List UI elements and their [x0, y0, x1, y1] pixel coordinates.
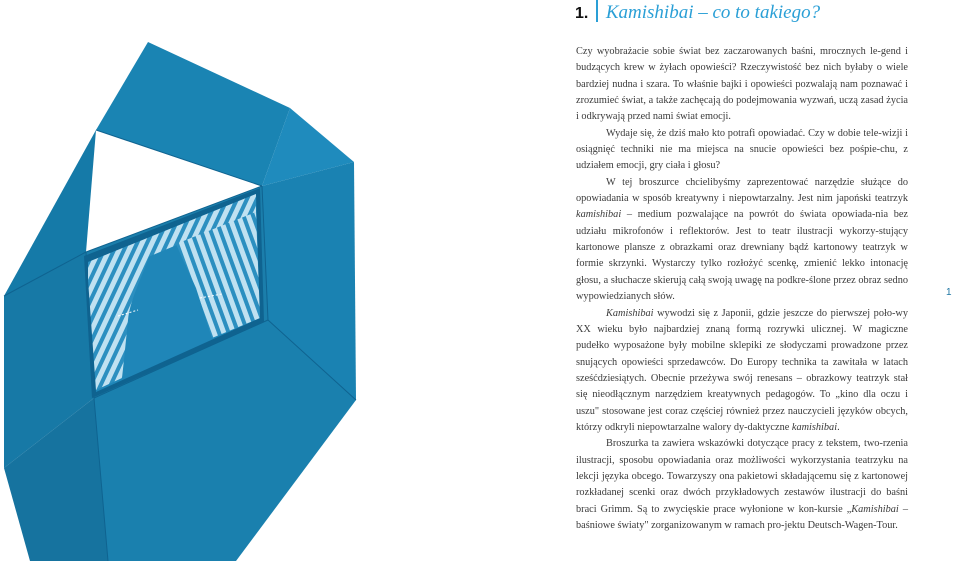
chapter-heading [575, 0, 820, 24]
page-number: 1 [946, 287, 952, 298]
body-text [576, 44, 908, 534]
paragraph: Czy wyobrażacie sobie świat bez zaczarowanych baśni, mrocznych le-gend i budzących krew w żyłach opowieści? Rzeczywistość bez nich byłaby o wiele bardziej nudna i szara. To właśnie bajki i opowieści pozwalają nam poznawać i zrozumieć świat, a także zachęcają do podejmowania wyzwań, uczą zasad życia i odkrywają przed nami świat emocji. [576, 46, 908, 123]
paragraph: Broszurka ta zawiera wskazówki dotyczące pracy z tekstem, two-rzenia ilustracji, sposobu opowiadania oraz możliwości wykorzystania teatrzyku na lekcji języka obcego. Towarzyszy ona pakietowi składającemu się z kartonowej rozkładanej scenki oraz dwóch przykładowych zestawów ilustracji do baśni braci Grimm. Są to zwycięskie prace wyłonione w kon-kursie „Kamishibai – baśniowe światy" zorganizowanym w ramach pro-jektu Deutsch-Wagen-Tour. [576, 438, 908, 531]
stage-top-lid [96, 42, 290, 186]
paragraph: Kamishibai wywodzi się z Japonii, gdzie jeszcze do pierwszej poło-wy XX wieku było najbardziej znaną formą rozrywki ulicznej. W magiczne pudełko wyposażone były mobilne sklepiki ze słodyczami prowadzone przez snujących opowieści sprzedawców. Do Europy technika ta zawitała w latach sześćdziesiątych. Obecnie przeżywa swój renesans – obrazkowy teatrzyk stał się nieodłącznym narzędziem kreatywnych pedagogów. To „kino dla oczu i uszu" stosowane jest coraz częściej również przez nauczycieli języków obcych, którzy odkryli niepowtarzalne walory dy-daktyczne kamishibai. [576, 307, 908, 433]
chapter-number: 1. [575, 5, 589, 22]
heading-divider [596, 0, 598, 22]
chapter-title: Kamishibai – co to takiego? [605, 2, 821, 23]
paragraph: Wydaje się, że dziś mało kto potrafi opowiadać. Czy w dobie tele-wizji i osiągnięć techniki nie ma miejsca na snucie opowieści bez pośpie-chu, z udziałem emocji, gry ciała i głosu? [576, 127, 908, 172]
paragraph: W tej broszurce chcielibyśmy zaprezentować narzędzie służące do opowiadania w sposób kreatywny i niepowtarzalny. Jest nim japoński teatrzyk kamishibai – medium pozwalające na powrót do świata opowiada-nia bez udziału mikrofonów i reflektorów. Jest to teatr ilustracji wykorzy-stujący kartonowe plansze z obrazkami oraz drewniany bądź kartonowy teatrzyk w formie skrzynki. Wystarczy tylko rozłożyć scenkę, zmienić lekko intonację głosu, a słuchacze skierują całą swoją uwagę na podkre-ślone przez obraz sedno wypowiedzianych słów. [576, 176, 908, 303]
